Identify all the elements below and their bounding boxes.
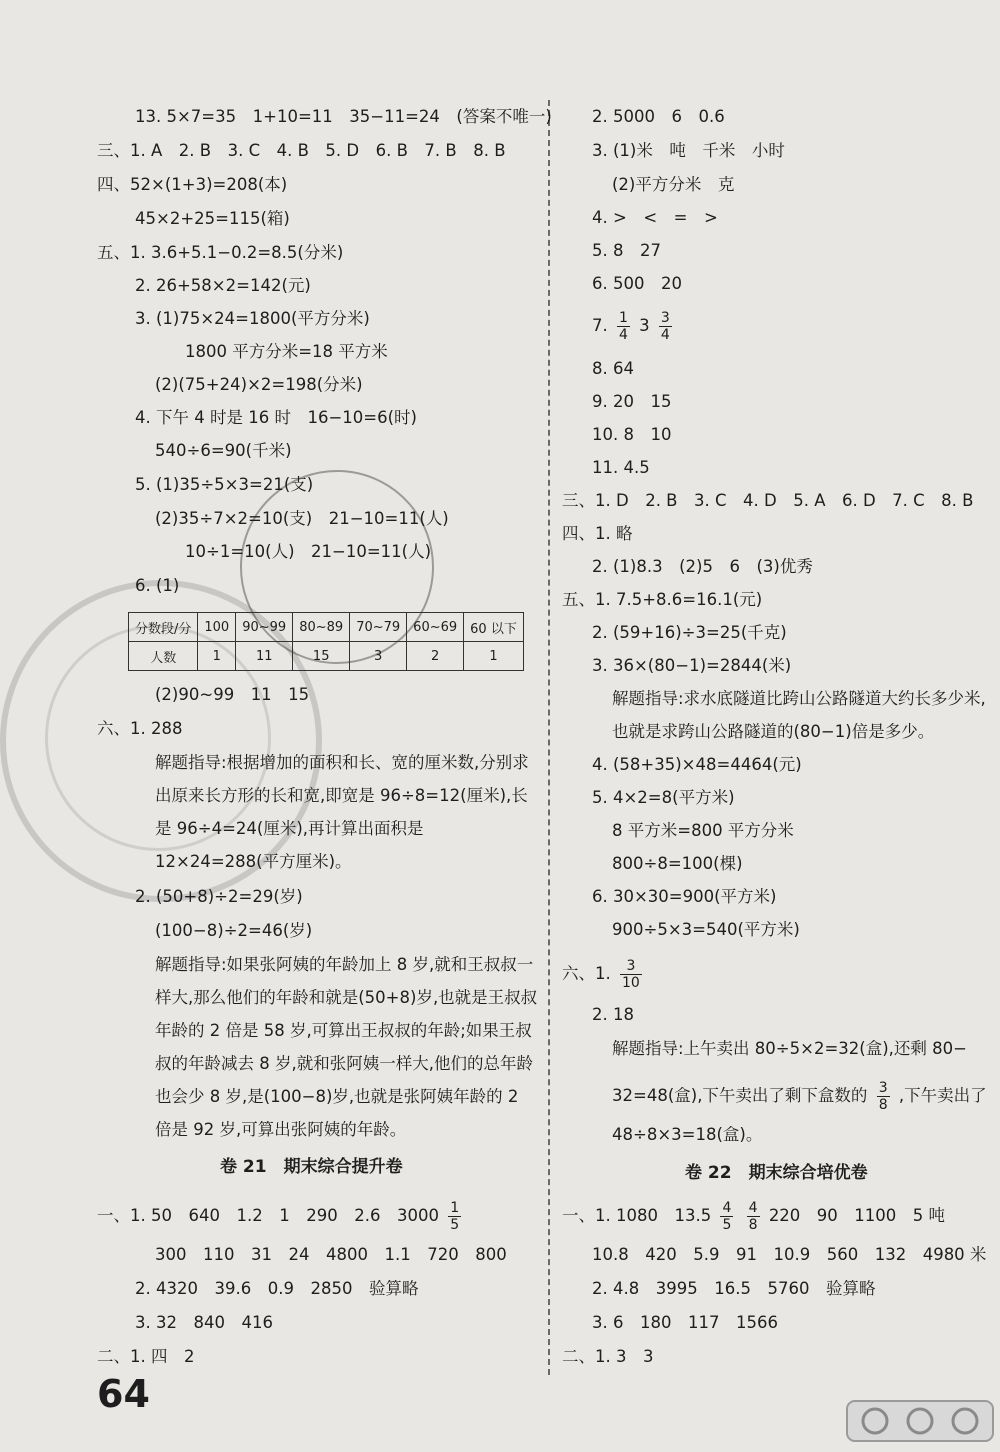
answer-line: 540÷6=90(千米) bbox=[155, 441, 292, 460]
answer-line: 48÷8×3=18(盒)。 bbox=[612, 1125, 763, 1144]
fraction bbox=[747, 1200, 760, 1233]
answer-line bbox=[562, 1200, 945, 1233]
answer-line: 4. (58+35)×48=4464(元) bbox=[592, 755, 802, 774]
table-cell: 人数 bbox=[129, 642, 198, 671]
answer-line: 6. (1) bbox=[135, 576, 180, 595]
answer-line: 900÷5×3=540(平方米) bbox=[612, 920, 800, 939]
site-logo-icon bbox=[845, 1395, 995, 1445]
answer-text: 一、1. 50 640 1.2 1 290 2.6 3000 bbox=[97, 1206, 439, 1225]
fraction bbox=[877, 1080, 890, 1113]
table-cell: 15 bbox=[293, 642, 350, 671]
answer-text: 7. bbox=[592, 316, 608, 335]
answer-line: 800÷8=100(棵) bbox=[612, 854, 743, 873]
fraction-denominator: 8 bbox=[878, 1097, 888, 1113]
answer-line: 11. 4.5 bbox=[592, 458, 650, 477]
fraction-denominator: 4 bbox=[660, 327, 670, 343]
answer-line: 四、52×(1+3)=208(本) bbox=[97, 175, 288, 194]
answer-line: 10. 8 10 bbox=[592, 425, 672, 444]
answer-line: 4. > < = > bbox=[592, 208, 718, 227]
answer-line: 5. 8 27 bbox=[592, 241, 661, 260]
table-cell: 90~99 bbox=[236, 613, 293, 642]
table-cell: 3 bbox=[350, 642, 407, 671]
solution-hint: 解题指导:根据增加的面积和长、宽的厘米数,分别求出原来长方形的长和宽,即宽是 96÷8=12(厘米),长是 96÷4=24(厘米),再计算出面积是 12×24=288(平方厘米)。 bbox=[155, 753, 529, 871]
fraction bbox=[620, 958, 642, 991]
fraction-numerator: 3 bbox=[620, 958, 642, 975]
fraction-numerator: 1 bbox=[619, 310, 628, 326]
answer-line: 也就是求跨山公路隧道的(80−1)倍是多少。 bbox=[612, 722, 935, 741]
answer-line: 9. 20 15 bbox=[592, 392, 672, 411]
answer-line: 2. (59+16)÷3=25(千克) bbox=[592, 623, 787, 642]
answer-line: 3. (1)75×24=1800(平方分米) bbox=[135, 309, 370, 328]
answer-line: 2. 5000 6 0.6 bbox=[592, 107, 725, 126]
answer-line: 10.8 420 5.9 91 10.9 560 132 4980 米 bbox=[592, 1245, 987, 1264]
table-cell: 1 bbox=[464, 642, 524, 671]
answer-line: 6. 500 20 bbox=[592, 274, 682, 293]
section-title: 卷 21 期末综合提升卷 bbox=[220, 1157, 403, 1177]
fraction-numerator: 4 bbox=[748, 1200, 758, 1216]
answer-text: 六、1. bbox=[562, 964, 611, 983]
table-cell: 100 bbox=[198, 613, 236, 642]
table-cell: 1 bbox=[198, 642, 236, 671]
column-divider bbox=[548, 100, 550, 1375]
answer-line: 2. (50+8)÷2=29(岁) bbox=[135, 887, 303, 906]
fraction-denominator: 10 bbox=[622, 975, 640, 991]
fraction-numerator: 1 bbox=[450, 1200, 460, 1216]
answer-line: 六、1. 288 bbox=[97, 719, 183, 738]
table-cell: 80~89 bbox=[293, 613, 350, 642]
table-cell: 11 bbox=[236, 642, 293, 671]
table-cell: 分数段/分 bbox=[129, 613, 198, 642]
answer-line: 二、1. 四 2 bbox=[97, 1347, 195, 1366]
page-number: 64 bbox=[97, 1372, 150, 1416]
fraction-denominator: 5 bbox=[450, 1217, 460, 1233]
answer-line: 五、1. 3.6+5.1−0.2=8.5(分米) bbox=[97, 243, 344, 262]
answer-line: 4. 下午 4 时是 16 时 16−10=6(时) bbox=[135, 408, 417, 427]
answer-text: 220 90 1100 5 吨 bbox=[768, 1206, 946, 1225]
answer-text: 3 bbox=[639, 316, 650, 335]
fraction-denominator: 5 bbox=[722, 1217, 732, 1233]
answer-line: 二、1. 3 3 bbox=[562, 1347, 654, 1366]
answer-line: 10÷1=10(人) 21−10=11(人) bbox=[185, 542, 432, 561]
answer-line: (2)(75+24)×2=198(分米) bbox=[155, 375, 363, 394]
answer-line: (100−8)÷2=46(岁) bbox=[155, 921, 313, 940]
answer-line: 45×2+25=115(箱) bbox=[135, 209, 290, 228]
table-cell: 60~69 bbox=[407, 613, 464, 642]
score-distribution-table bbox=[128, 612, 524, 671]
fraction bbox=[448, 1200, 461, 1233]
section-title: 卷 22 期末综合培优卷 bbox=[685, 1163, 868, 1183]
fraction bbox=[720, 1200, 733, 1233]
answer-line: 3. 6 180 117 1566 bbox=[592, 1313, 778, 1332]
answer-line: 5. (1)35÷5×3=21(支) bbox=[135, 475, 314, 494]
fraction bbox=[659, 310, 672, 343]
answer-line: 1800 平方分米=18 平方米 bbox=[185, 342, 388, 361]
answer-line: 解题指导:上午卖出 80÷5×2=32(盒),还剩 80− bbox=[612, 1039, 967, 1058]
answer-line: 四、1. 略 bbox=[562, 524, 633, 543]
answer-text: ,下午卖出了 bbox=[898, 1086, 987, 1105]
answer-line bbox=[97, 1200, 465, 1233]
table-header-row bbox=[129, 613, 524, 642]
answer-text: 32=48(盒),下午卖出了剩下盒数的 bbox=[612, 1086, 868, 1105]
answer-line: (2)90~99 11 15 bbox=[155, 685, 310, 704]
answer-line: 3. (1)米 吨 千米 小时 bbox=[592, 141, 785, 160]
table-cell: 60 以下 bbox=[464, 613, 524, 642]
answer-line: 2. 4.8 3995 16.5 5760 验算略 bbox=[592, 1279, 876, 1298]
fraction-numerator: 4 bbox=[722, 1200, 732, 1216]
answer-line: (2)35÷7×2=10(支) 21−10=11(人) bbox=[155, 509, 449, 528]
answer-line bbox=[562, 958, 646, 991]
answer-text: 一、1. 1080 13.5 bbox=[562, 1206, 712, 1225]
answer-line: 5. 4×2=8(平方米) bbox=[592, 788, 735, 807]
answer-line: 五、1. 7.5+8.6=16.1(元) bbox=[562, 590, 763, 609]
solution-hint: 解题指导:如果张阿姨的年龄加上 8 岁,就和王叔叔一样大,那么他们的年龄和就是(50+8)岁,也就是王叔叔年龄的 2 倍是 58 岁,可算出王叔叔的年龄;如果王叔叔的年龄减去 8 岁,就和张阿姨一样大,他们的总年龄也会少 8 岁,是(100−8)岁,也就是张阿姨年龄的 2 倍是 92 岁,可算出张阿姨的年龄。 bbox=[155, 955, 538, 1139]
answer-line: 8 平方米=800 平方分米 bbox=[612, 821, 794, 840]
answer-line: 三、1. A 2. B 3. C 4. B 5. D 6. B 7. B 8. B bbox=[97, 141, 506, 160]
fraction-numerator: 3 bbox=[660, 310, 670, 326]
answer-line bbox=[592, 310, 676, 343]
table-cell: 2 bbox=[407, 642, 464, 671]
answer-line: 2. 18 bbox=[592, 1005, 634, 1024]
answer-line: (2)平方分米 克 bbox=[612, 175, 735, 194]
answer-line: 2. 4320 39.6 0.9 2850 验算略 bbox=[135, 1279, 419, 1298]
answer-line: 6. 30×30=900(平方米) bbox=[592, 887, 777, 906]
fraction-denominator: 4 bbox=[619, 327, 628, 343]
answer-line: 解题指导:求水底隧道比跨山公路隧道大约长多少米, bbox=[612, 689, 986, 708]
table-row bbox=[129, 642, 524, 671]
answer-line: 8. 64 bbox=[592, 359, 634, 378]
table-cell: 70~79 bbox=[350, 613, 407, 642]
answer-line: 2. (1)8.3 (2)5 6 (3)优秀 bbox=[592, 557, 813, 576]
fraction-numerator: 3 bbox=[878, 1080, 888, 1096]
fraction-denominator: 8 bbox=[748, 1217, 758, 1233]
answer-line bbox=[612, 1080, 987, 1113]
fraction bbox=[617, 310, 630, 343]
answer-line: 三、1. D 2. B 3. C 4. D 5. A 6. D 7. C 8. B bbox=[562, 491, 974, 510]
answer-line: 300 110 31 24 4800 1.1 720 800 bbox=[155, 1245, 507, 1264]
answer-line: 3. 32 840 416 bbox=[135, 1313, 273, 1332]
answer-line: 13. 5×7=35 1+10=11 35−11=24 (答案不唯一) bbox=[135, 107, 552, 126]
answer-line: 2. 26+58×2=142(元) bbox=[135, 276, 311, 295]
answer-line: 3. 36×(80−1)=2844(米) bbox=[592, 656, 792, 675]
